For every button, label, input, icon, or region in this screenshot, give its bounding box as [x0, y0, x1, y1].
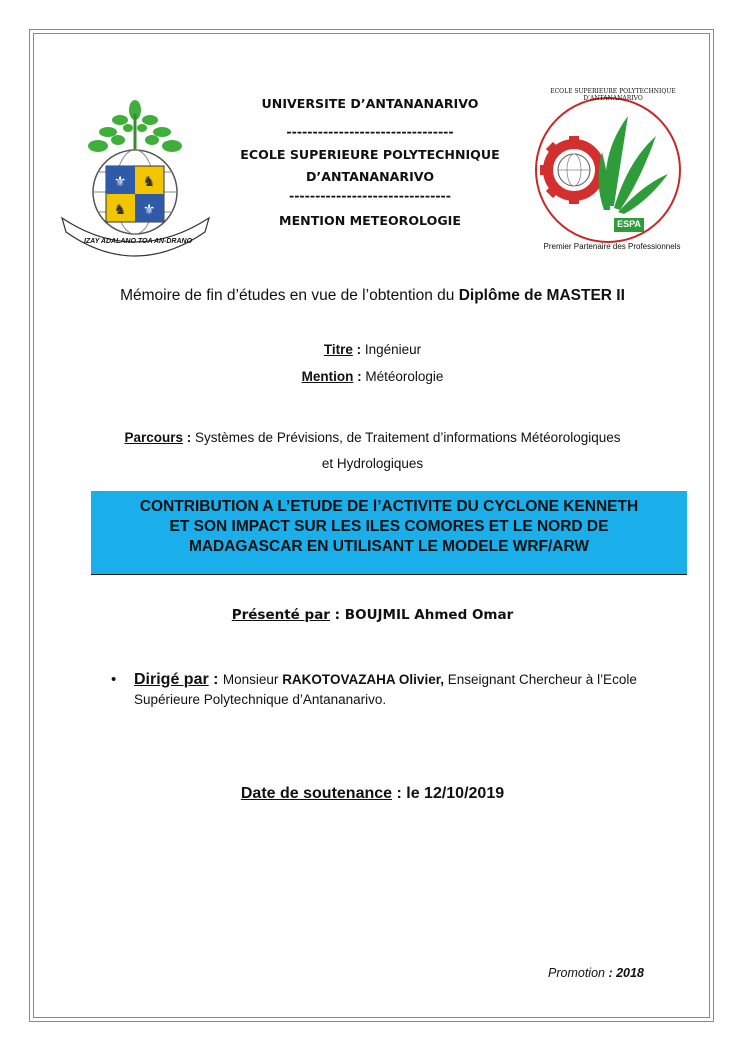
school-name-line2: D’ANTANANARIVO — [305, 169, 435, 184]
mention-label: Mention — [301, 369, 354, 384]
separator-2: ------------------------------- — [288, 188, 452, 203]
svg-text:⚜: ⚜ — [142, 202, 156, 218]
presented-by-label: Présenté par — [231, 607, 330, 623]
svg-text:♞: ♞ — [142, 174, 156, 190]
defense-date-label: Date de soutenance — [240, 785, 393, 802]
promotion — [548, 966, 644, 980]
degree-name: Diplôme de MASTER II — [458, 287, 625, 304]
thesis-title-line3: MADAGASCAR EN UTILISANT LE MODELE WRF/ARW — [188, 538, 590, 555]
presented-by-sep: : — [329, 607, 345, 623]
parcours-sep: : — [183, 430, 196, 445]
separator-1: -------------------------------- — [286, 124, 454, 139]
titre-label: Titre — [323, 342, 353, 357]
espa-arc-text: ECOLE SUPERIEURE POLYTECHNIQUE D’ANTANANARIVO — [550, 88, 676, 102]
school-name-line1: ECOLE SUPERIEURE POLYTECHNIQUE — [240, 147, 500, 162]
titre-sep: : — [352, 342, 365, 357]
promotion-year: : 2018 — [608, 966, 644, 980]
bullet-icon: • — [111, 671, 117, 688]
thesis-title-banner — [91, 491, 687, 575]
mention-value: Météorologie — [365, 369, 444, 384]
presented-by — [0, 607, 745, 623]
defense-date — [0, 785, 745, 803]
institution-header — [215, 94, 525, 230]
memoire-statement — [0, 287, 745, 305]
university-motto: IZAY ADALANO TOA AN-DRANO — [83, 238, 193, 245]
university-name: UNIVERSITE D’ANTANANARIVO — [261, 96, 479, 111]
supervisor-name: RAKOTOVAZAHA Olivier, — [282, 672, 444, 687]
mention-heading: MENTION METEOROLOGIE — [279, 213, 461, 228]
promotion-label: Promotion — [548, 966, 609, 980]
mention-line — [0, 369, 745, 384]
defense-date-sep: : — [392, 785, 407, 802]
svg-text:♞: ♞ — [113, 202, 127, 218]
defense-date-value: le 12/10/2019 — [406, 785, 505, 802]
memoire-prefix: Mémoire de fin d’études en vue de l’obtention du — [120, 287, 459, 304]
supervisor-label: Dirigé par — [134, 671, 209, 688]
supervisor-sep: : — [208, 671, 223, 688]
university-logo — [58, 92, 213, 262]
mention-sep: : — [353, 369, 366, 384]
svg-text:⚜: ⚜ — [113, 174, 127, 190]
thesis-title-line1: CONTRIBUTION A L’ETUDE DE l’ACTIVITE DU CYCLONE KENNETH — [139, 498, 639, 515]
titre-value: Ingénieur — [364, 342, 422, 357]
supervisor-title: Monsieur — [222, 672, 283, 687]
thesis-title-line2: ET SON IMPACT SUR LES ILES COMORES ET LE NORD DE — [169, 518, 609, 535]
author-name: BOUJMIL Ahmed Omar — [344, 607, 514, 623]
parcours-line — [60, 425, 685, 477]
espa-logo — [528, 86, 692, 258]
espa-tagline: Premier Partenaire des Professionnels — [543, 242, 681, 251]
parcours-label: Parcours — [124, 430, 184, 445]
titre-line — [0, 342, 745, 357]
parcours-value-2: et Hydrologiques — [321, 456, 424, 471]
supervisor-role: Enseignant Chercheur à l’Ecole Supérieure Polytechnique d’Antananarivo. — [134, 672, 637, 707]
parcours-value-1: Systèmes de Prévisions, de Traitement d’informations Météorologiques — [195, 430, 621, 445]
espa-badge-text: ESPA — [617, 219, 641, 229]
